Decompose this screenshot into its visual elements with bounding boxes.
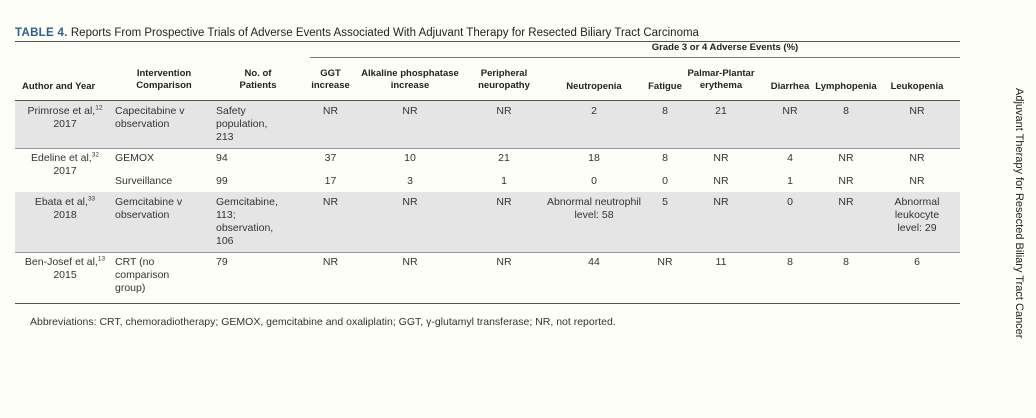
cell-line: 8	[787, 256, 793, 268]
cell-line: NR	[322, 196, 339, 208]
cell-line: NR	[782, 105, 798, 117]
reference-number: 13	[97, 255, 106, 263]
col-header-intervention	[115, 68, 213, 92]
col-header-line: Fatigue	[648, 81, 682, 92]
cell-leuko	[874, 256, 960, 269]
cell-line: 106	[216, 235, 234, 247]
cell-line: 0	[662, 175, 668, 187]
cell-author	[22, 196, 108, 222]
cell-periph	[465, 196, 543, 209]
col-header-line: increase	[311, 80, 350, 91]
cell-palmar	[680, 105, 762, 118]
cell-neutro	[535, 152, 653, 165]
cell-line: 21	[715, 105, 727, 117]
group-header-rule	[310, 57, 960, 58]
cell-periph	[465, 105, 543, 118]
cell-line: Safety	[216, 105, 246, 117]
cell-patients	[216, 196, 300, 248]
cell-palmar	[680, 152, 762, 165]
cell-line: 0	[591, 175, 597, 187]
col-header-line: Intervention	[136, 68, 192, 79]
table-caption: Reports From Prospective Trials of Adverse Events Associated With Adjuvant Therapy for Resected Biliary Tract Carcinoma	[70, 27, 699, 39]
col-header-neutro	[535, 81, 653, 93]
author-name: Edeline et al,$^{32}$	[31, 151, 99, 164]
cell-intervention	[115, 105, 213, 131]
cell-line: 10	[404, 152, 416, 164]
cell-line: NR	[402, 196, 418, 208]
col-header-line: Author and Year	[22, 81, 96, 92]
cell-line: observation	[115, 118, 170, 130]
cell-line: 44	[588, 256, 600, 268]
cell-ggt	[303, 105, 358, 118]
col-header-alp	[358, 68, 462, 92]
col-header-line: GGT	[320, 68, 341, 79]
cell-line: NR	[402, 105, 418, 117]
cell-periph	[465, 175, 543, 188]
cell-leuko	[874, 175, 960, 188]
author-name: Ben-Josef et al,$^{13}$	[24, 255, 106, 268]
author-year: 2017	[53, 165, 77, 177]
cell-line: 6	[914, 256, 920, 268]
cell-line: NR	[838, 152, 854, 164]
col-header-palmar	[680, 68, 762, 92]
col-header-line: Peripheral	[480, 68, 528, 79]
cell-line: CRT (no	[115, 256, 155, 268]
cell-author	[22, 152, 108, 178]
cell-line: 8	[662, 105, 668, 117]
cell-lympho	[812, 152, 880, 165]
cell-line: NR	[657, 256, 673, 268]
cell-diarrhea	[764, 105, 816, 118]
cell-patients	[216, 152, 300, 165]
cell-intervention	[115, 152, 213, 165]
cell-alp	[358, 175, 462, 188]
cell-line: NR	[838, 175, 854, 187]
author-year: 2015	[53, 269, 77, 281]
cell-line: NR	[322, 105, 339, 117]
cell-line: 8	[662, 152, 668, 164]
cell-line: NR	[713, 152, 729, 164]
col-header-patients	[216, 68, 300, 92]
cell-line: level: 29	[897, 222, 937, 234]
reference-number: 12	[95, 104, 103, 112]
author-name: Ebata et al,$^{33}$	[34, 195, 96, 208]
cell-line: 99	[216, 175, 228, 187]
col-header-line: Lymphopenia	[815, 81, 877, 92]
cell-patients	[216, 256, 300, 269]
cell-alp	[358, 105, 462, 118]
col-header-line: Comparison	[136, 80, 192, 91]
cell-line: 11	[715, 256, 727, 268]
cell-leuko	[874, 152, 960, 165]
cell-periph	[465, 256, 543, 269]
cell-line: NR	[713, 196, 729, 208]
col-header-fatigue	[648, 81, 682, 93]
cell-fatigue	[648, 256, 682, 269]
cell-line: NR	[838, 196, 854, 208]
cell-line: 213	[216, 131, 234, 143]
col-header-line: Alkaline phosphatase	[361, 68, 459, 79]
author-year: 2018	[53, 209, 77, 221]
cell-palmar	[680, 256, 762, 269]
cell-neutro	[535, 196, 653, 222]
cell-line: population,	[216, 118, 268, 130]
cell-periph	[465, 152, 543, 165]
author-year: 2017	[53, 118, 77, 130]
cell-line: Abnormal neutrophil	[547, 196, 641, 208]
cell-line: NR	[322, 256, 339, 268]
col-header-line: Palmar-Plantar	[687, 68, 755, 79]
cell-line: 5	[662, 196, 668, 208]
col-header-line: erythema	[699, 80, 743, 91]
cell-line: Abnormal leukocyte	[894, 196, 940, 221]
cell-lympho	[812, 175, 880, 188]
col-header-line: Diarrhea	[770, 81, 810, 92]
cell-line: GEMOX	[115, 152, 155, 164]
cell-diarrhea	[764, 256, 816, 269]
cell-lympho	[812, 256, 880, 269]
col-header-lympho	[812, 81, 880, 93]
running-header: Adjuvant Therapy for Resected Biliary Tract Cancer	[1013, 88, 1025, 339]
cell-line: group)	[115, 282, 146, 294]
cell-intervention	[115, 196, 213, 222]
cell-line: Surveillance	[115, 175, 173, 187]
cell-ggt	[303, 175, 358, 188]
cell-line: Gemcitabine,	[216, 196, 278, 208]
cell-line: 79	[216, 256, 228, 268]
cell-ggt	[303, 196, 358, 209]
cell-ggt	[303, 256, 358, 269]
table-bottom-rule	[15, 303, 960, 304]
cell-line: 1	[787, 175, 793, 187]
col-header-diarrhea	[764, 81, 816, 93]
cell-line: NR	[402, 256, 418, 268]
cell-ggt	[303, 152, 358, 165]
cell-line: level: 58	[574, 209, 614, 221]
cell-line: NR	[496, 105, 512, 117]
cell-author	[22, 256, 108, 282]
cell-diarrhea	[764, 175, 816, 188]
cell-line: 8	[843, 105, 849, 117]
cell-line: NR	[713, 175, 729, 187]
cell-patients	[216, 175, 300, 188]
author-name: Primrose et al,$^{12}$	[27, 104, 103, 117]
cell-fatigue	[648, 175, 682, 188]
col-header-line: No. of	[244, 68, 272, 79]
cell-line: observation	[115, 209, 170, 221]
cell-diarrhea	[764, 196, 816, 209]
cell-line: 18	[588, 152, 600, 164]
cell-patients	[216, 105, 300, 144]
cell-line: 21	[498, 152, 510, 164]
cell-line: Gemcitabine v	[115, 196, 183, 208]
cell-palmar	[680, 175, 762, 188]
cell-alp	[358, 196, 462, 209]
col-header-periph	[465, 68, 543, 92]
col-header-line: Patients	[239, 80, 277, 91]
cell-line: NR	[496, 256, 512, 268]
cell-intervention	[115, 175, 213, 188]
cell-line: comparison	[115, 269, 170, 281]
cell-lympho	[812, 105, 880, 118]
cell-alp	[358, 256, 462, 269]
cell-neutro	[535, 175, 653, 188]
cell-fatigue	[648, 105, 682, 118]
cell-author	[22, 105, 108, 131]
table-label: TABLE 4.	[15, 27, 68, 39]
cell-neutro	[535, 256, 653, 269]
cell-palmar	[680, 196, 762, 209]
col-header-line: Neutropenia	[566, 81, 622, 92]
col-header-line: neuropathy	[478, 80, 530, 91]
cell-fatigue	[648, 196, 682, 209]
group-header: Grade 3 or 4 Adverse Events (%)	[651, 42, 799, 53]
cell-neutro	[535, 105, 653, 118]
cell-line: observation,	[216, 222, 274, 234]
cell-alp	[358, 152, 462, 165]
cell-fatigue	[648, 152, 682, 165]
cell-intervention	[115, 256, 213, 295]
cell-leuko	[874, 105, 960, 118]
cell-leuko	[874, 196, 960, 235]
cell-line: NR	[909, 152, 925, 164]
col-header-line: Leukopenia	[890, 81, 944, 92]
cell-line: 17	[324, 175, 337, 187]
cell-line: 37	[324, 152, 337, 164]
cell-line: NR	[496, 196, 512, 208]
reference-number: 32	[91, 151, 99, 159]
row-separator	[15, 252, 960, 253]
cell-line: 0	[787, 196, 793, 208]
row-separator	[15, 148, 960, 149]
cell-line: NR	[909, 175, 925, 187]
cell-line: NR	[909, 105, 925, 117]
abbreviations-footnote: Abbreviations: CRT, chemoradiotherapy; GEMOX, gemcitabine and oxaliplatin; GGT, γ-glutamyl transferase; NR, not reported.	[30, 316, 616, 328]
col-header-ggt	[303, 68, 358, 92]
cell-line: 1	[501, 175, 507, 187]
table-title	[15, 27, 699, 39]
cell-line: 4	[787, 152, 793, 164]
cell-line: 94	[216, 152, 228, 164]
cell-line: 2	[591, 105, 597, 117]
cell-line: Capecitabine v	[115, 105, 185, 117]
col-header-line: increase	[390, 80, 430, 91]
cell-line: 113;	[216, 209, 236, 221]
cell-line: 8	[843, 256, 849, 268]
reference-number: 33	[87, 195, 96, 203]
cell-lympho	[812, 196, 880, 209]
col-header-leuko	[874, 81, 960, 93]
cell-line: 3	[407, 175, 413, 187]
cell-diarrhea	[764, 152, 816, 165]
col-header-author	[22, 81, 108, 93]
